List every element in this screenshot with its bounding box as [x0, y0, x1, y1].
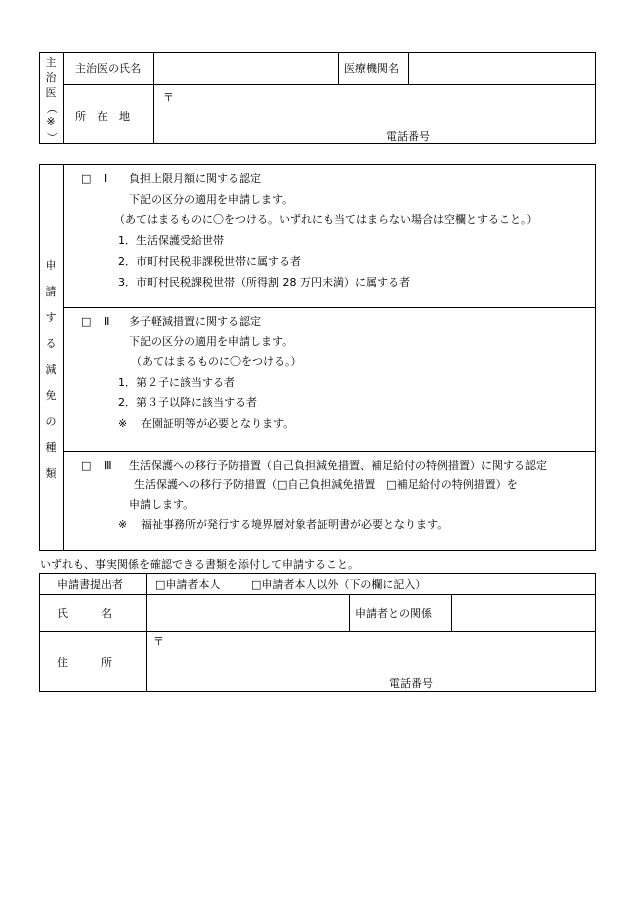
section2-numeral: Ⅱ [104, 315, 110, 328]
section2-line1: 下記の区分の適用を申請します。 [129, 335, 294, 348]
applicant-address-label: 住 所 [57, 656, 112, 669]
institution-field[interactable] [409, 53, 595, 83]
section2-title: 多子軽減措置に関する認定 [129, 315, 261, 328]
section3-note-mark: ※ [118, 518, 128, 531]
section1-item-1[interactable]: 1．生活保護受給世帯 [118, 234, 224, 247]
section2-checkbox[interactable]: □ [81, 315, 92, 328]
section1-line1: 下記の区分の適用を申請します。 [129, 193, 294, 206]
section1-numeral: Ⅰ [104, 172, 108, 185]
applicant-name-field[interactable] [147, 595, 348, 630]
physician-address-field[interactable] [154, 85, 595, 143]
physician-postal-mark: 〒 [163, 91, 174, 104]
section1-item-2[interactable]: 2．市町村民税非課税世帯に属する者 [118, 255, 301, 268]
physician-side-label: 主 治 医 （ ※ ） [45, 56, 59, 144]
institution-label: 医療機関名 [344, 62, 399, 75]
section2-item-1[interactable]: 1．第２子に該当する者 [118, 376, 235, 389]
institution-left-divider [338, 52, 339, 84]
relation-left-divider [349, 594, 350, 631]
section3-numeral: Ⅲ [104, 459, 112, 472]
section2-line2: （あてはまるものに〇をつける。） [131, 355, 302, 368]
physician-name-field[interactable] [154, 53, 337, 83]
section3-line2: 申請します。 [129, 498, 195, 511]
applicant-postal-mark: 〒 [153, 635, 164, 648]
section3-note: 福祉事務所が発行する境界層対象者証明書が必要となります。 [141, 518, 449, 531]
section1-checkbox[interactable]: □ [81, 172, 92, 185]
relation-field[interactable] [452, 595, 595, 630]
option-self-checkbox[interactable]: □申請者本人 [155, 578, 221, 591]
applicant-name-label: 氏 名 [57, 607, 112, 620]
submitter-label: 申請書提出者 [57, 578, 123, 591]
location-label: 所 在 地 [75, 110, 130, 123]
reduction-side-label: 申 請 す る 減 免 の 種 類 [45, 259, 57, 480]
physician-phone-label: 電話番号 [386, 130, 430, 143]
section3-checkbox[interactable]: □ [81, 459, 92, 472]
section2-note-mark: ※ [118, 417, 128, 430]
section2-note: 在園証明等が必要となります。 [141, 417, 295, 430]
section1-item-3[interactable]: 3．市町村民税課税世帯（所得割 28 万円未満）に属する者 [118, 276, 410, 289]
reduction-divider [63, 164, 64, 551]
section1-title: 負担上限月額に関する認定 [129, 172, 261, 185]
section2-item-2[interactable]: 2．第３子以降に該当する者 [118, 396, 257, 409]
applicant-address-field[interactable] [147, 632, 595, 691]
section2-divider [63, 451, 596, 452]
physician-name-label: 主治医の氏名 [75, 62, 141, 75]
section3-line1: 生活保護への移行予防措置（□自己負担減免措置 □補足給付の特例措置）を [134, 478, 518, 491]
section1-divider [63, 307, 596, 308]
section1-line2: （あてはまるものに〇をつける。いずれにも当てはまらない場合は空欄とすること。） [114, 213, 538, 226]
section3-title: 生活保護への移行予防措置（自己負担減免措置、補足給付の特例措置）に関する認定 [129, 459, 547, 472]
applicant-phone-label: 電話番号 [389, 677, 433, 690]
footer-note: いずれも、事実関係を確認できる書類を添付して申請すること。 [40, 558, 359, 571]
relation-label: 申請者との関係 [355, 607, 432, 620]
physician-divider [63, 52, 64, 144]
option-other-checkbox[interactable]: □申請者本人以外（下の欄に記入） [251, 578, 427, 591]
